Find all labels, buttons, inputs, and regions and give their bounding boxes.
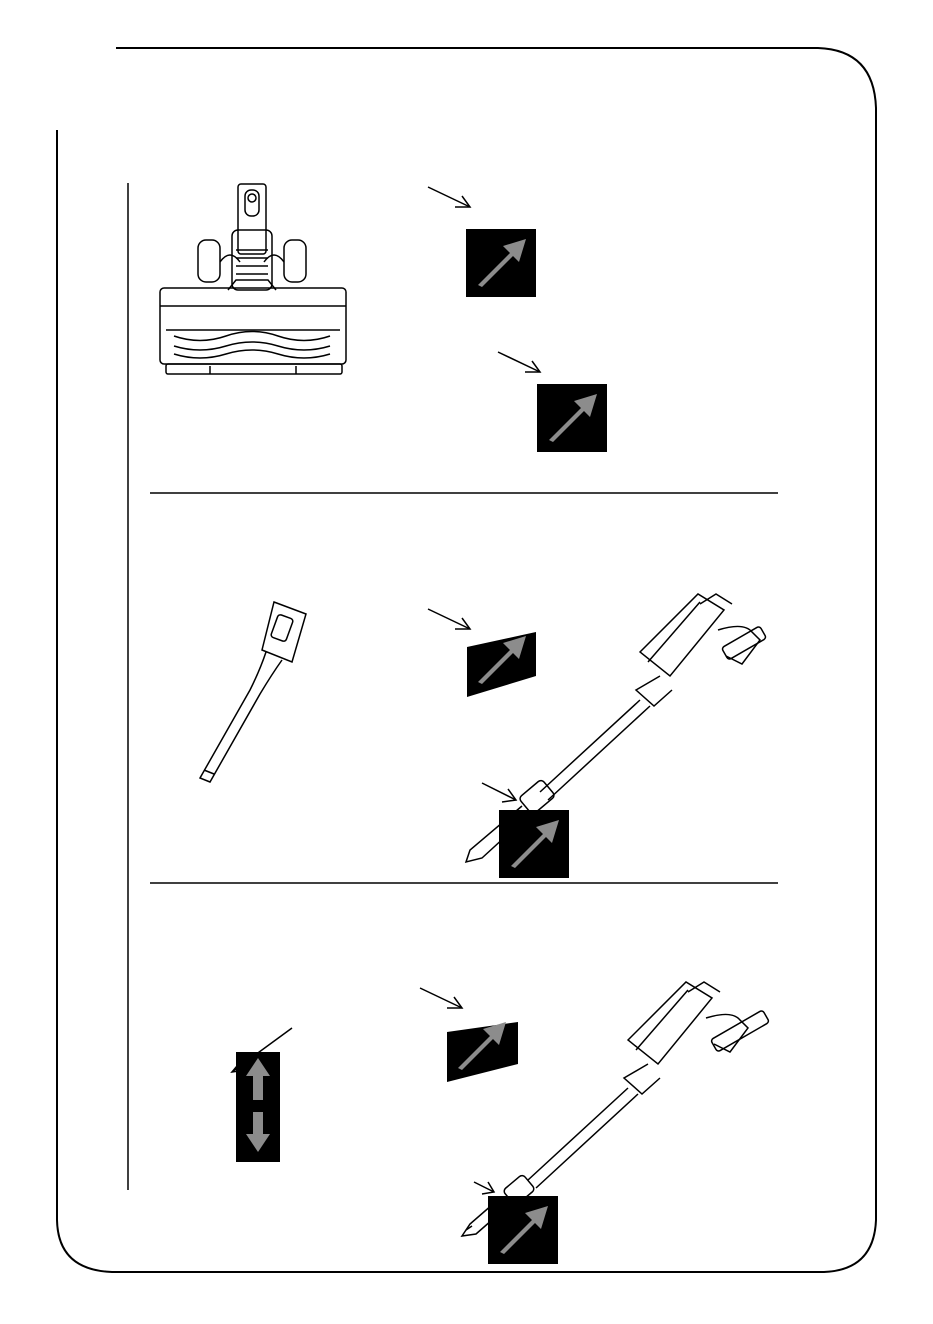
- diagonal-arrow-icon: [488, 1196, 558, 1264]
- diagonal-arrow-icon: [467, 632, 536, 697]
- floor-brush-illustration: [160, 184, 346, 374]
- extension-tube-illustration: [200, 602, 306, 782]
- up-arrow-icon: [236, 1052, 280, 1108]
- down-arrow-icon: [236, 1106, 280, 1162]
- pointer-line: [428, 609, 516, 802]
- diagonal-arrow-icon: [499, 810, 569, 878]
- diagonal-arrow-icon: [537, 384, 607, 452]
- diagonal-arrow-icon: [447, 1022, 518, 1082]
- diagonal-arrow-icon: [466, 229, 536, 297]
